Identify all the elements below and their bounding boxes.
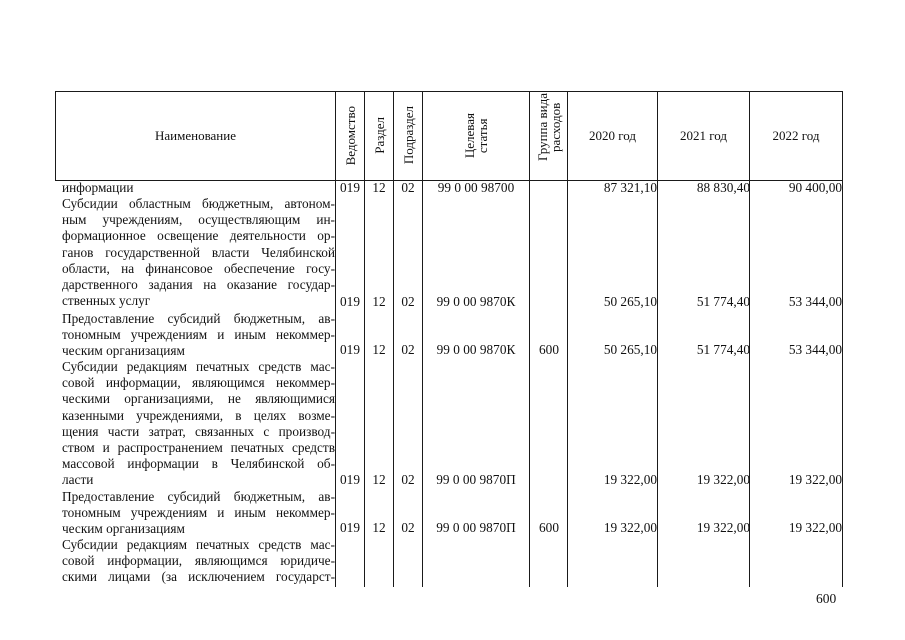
name-line: Предоставление субсидий бюджетным, ав- xyxy=(62,311,335,326)
cell-2020: 50 265,10 xyxy=(603,342,657,357)
cell-podrazdel: 02 xyxy=(401,180,415,195)
name-line: Предоставление субсидий бюджетным, ав- xyxy=(62,489,335,504)
cell-vedomstvo: 019 xyxy=(340,472,360,487)
cell-celevaya: 99 0 00 9870К xyxy=(436,342,516,357)
name-line: формационное освещение деятельности ор- xyxy=(62,228,335,244)
cell-2021: 88 830,40 xyxy=(696,180,750,195)
header-razdel-label: Раздел xyxy=(371,117,387,154)
name-line: ственных услуг xyxy=(62,293,151,309)
header-podrazdel xyxy=(394,91,422,180)
header-gruppa-line2: расходов xyxy=(547,102,563,152)
cell-podrazdel: 02 xyxy=(401,294,415,309)
name-line: Субсидии редакциям печатных средств мас- xyxy=(62,359,335,374)
row-name xyxy=(62,311,335,360)
row-name xyxy=(62,180,335,196)
cell-celevaya: 99 0 00 98700 xyxy=(437,180,515,195)
header-celevaya-line2: статья xyxy=(475,118,490,153)
name-line: ласти xyxy=(62,472,94,488)
row-name xyxy=(62,489,335,538)
cell-2021: 19 322,00 xyxy=(696,472,750,487)
cell-razdel: 12 xyxy=(372,294,386,309)
row-name xyxy=(62,537,335,586)
table-right-border xyxy=(842,91,843,587)
name-line: Субсидии редакциям печатных средств мас- xyxy=(62,537,335,552)
cell-2020: 50 265,10 xyxy=(603,294,657,309)
cell-2022: 19 322,00 xyxy=(788,520,842,535)
cell-2022: 90 400,00 xyxy=(788,180,842,195)
name-line: ческим организациям xyxy=(62,521,185,537)
name-line: ческими организациями, не являющимися xyxy=(62,391,335,407)
name-line: тономным учреждениям и иным некоммер- xyxy=(62,327,335,343)
cell-2021: 19 322,00 xyxy=(696,520,750,535)
cell-vedomstvo: 019 xyxy=(340,342,360,357)
name-line: ством и распространением печатных средств xyxy=(62,440,335,456)
cell-2020: 19 322,00 xyxy=(603,520,657,535)
name-line: Субсидии областным бюджетным, автоном- xyxy=(62,196,335,211)
cell-2022: 53 344,00 xyxy=(788,342,842,357)
page-number: 600 xyxy=(816,591,837,606)
cell-celevaya: 99 0 00 9870П xyxy=(436,520,516,535)
cell-gruppa: 600 xyxy=(539,342,559,357)
cell-razdel: 12 xyxy=(372,520,386,535)
cell-razdel: 12 xyxy=(372,342,386,357)
cell-celevaya: 99 0 00 9870К xyxy=(436,294,516,309)
name-line: дарственного задания на оказание государ- xyxy=(62,277,335,293)
cell-podrazdel: 02 xyxy=(401,472,415,487)
name-line: информации xyxy=(62,180,134,195)
header-vedomstvo xyxy=(336,91,364,180)
cell-celevaya: 99 0 00 9870П xyxy=(436,472,516,487)
row-name xyxy=(62,359,335,489)
header-gruppa-line1: Группа вида xyxy=(534,93,550,161)
header-2021-label: 2021 год xyxy=(680,127,727,143)
name-line: совой информации, являющимся некоммер- xyxy=(62,375,335,391)
header-vedomstvo-label: Ведомство xyxy=(342,105,358,166)
header-name xyxy=(56,91,335,180)
cell-2020: 87 321,10 xyxy=(603,180,657,195)
name-line: скими лицами (за исключением государст- xyxy=(62,569,335,585)
header-celevaya-line1: Целевая xyxy=(462,112,477,159)
name-line: области, на финансовое обеспечение госу- xyxy=(62,260,335,276)
header-2020-label: 2020 год xyxy=(589,127,636,143)
header-2020 xyxy=(568,91,657,180)
cell-podrazdel: 02 xyxy=(401,342,415,357)
cell-razdel: 12 xyxy=(372,472,386,487)
name-line: массовой информации в Челябинской об- xyxy=(62,456,335,472)
cell-2022: 19 322,00 xyxy=(788,472,842,487)
cell-2022: 53 344,00 xyxy=(788,294,842,309)
name-line: тономным учреждениям и иным некоммер- xyxy=(62,505,335,521)
header-2022-label: 2022 год xyxy=(772,127,820,143)
cell-2021: 51 774,40 xyxy=(696,342,750,357)
header-podrazdel-label: Подраздел xyxy=(400,106,416,165)
cell-vedomstvo: 019 xyxy=(340,294,360,309)
row-name xyxy=(62,196,335,309)
cell-2020: 19 322,00 xyxy=(603,472,657,487)
name-line: ганов государственной власти Челябинской xyxy=(62,244,335,260)
name-line: ческим организациям xyxy=(62,343,185,359)
cell-podrazdel: 02 xyxy=(401,520,415,535)
header-razdel xyxy=(365,91,393,180)
header-2022 xyxy=(750,91,842,180)
cell-vedomstvo: 019 xyxy=(340,520,360,535)
header-gruppa xyxy=(530,91,567,180)
name-line: казенными учреждениями, в целях возме- xyxy=(62,407,335,423)
name-line: щения части затрат, связанных с производ- xyxy=(62,423,335,439)
cell-razdel: 12 xyxy=(372,180,386,195)
cell-vedomstvo: 019 xyxy=(340,180,360,195)
header-2021 xyxy=(658,91,749,180)
header-celevaya xyxy=(423,91,529,180)
header-name-label: Наименование xyxy=(155,127,236,143)
name-line: совой информации, являющимся юридиче- xyxy=(62,553,335,569)
name-line: ным учреждениям, осуществляющим ин- xyxy=(62,212,335,228)
cell-gruppa: 600 xyxy=(539,520,559,535)
cell-2021: 51 774,40 xyxy=(696,294,750,309)
